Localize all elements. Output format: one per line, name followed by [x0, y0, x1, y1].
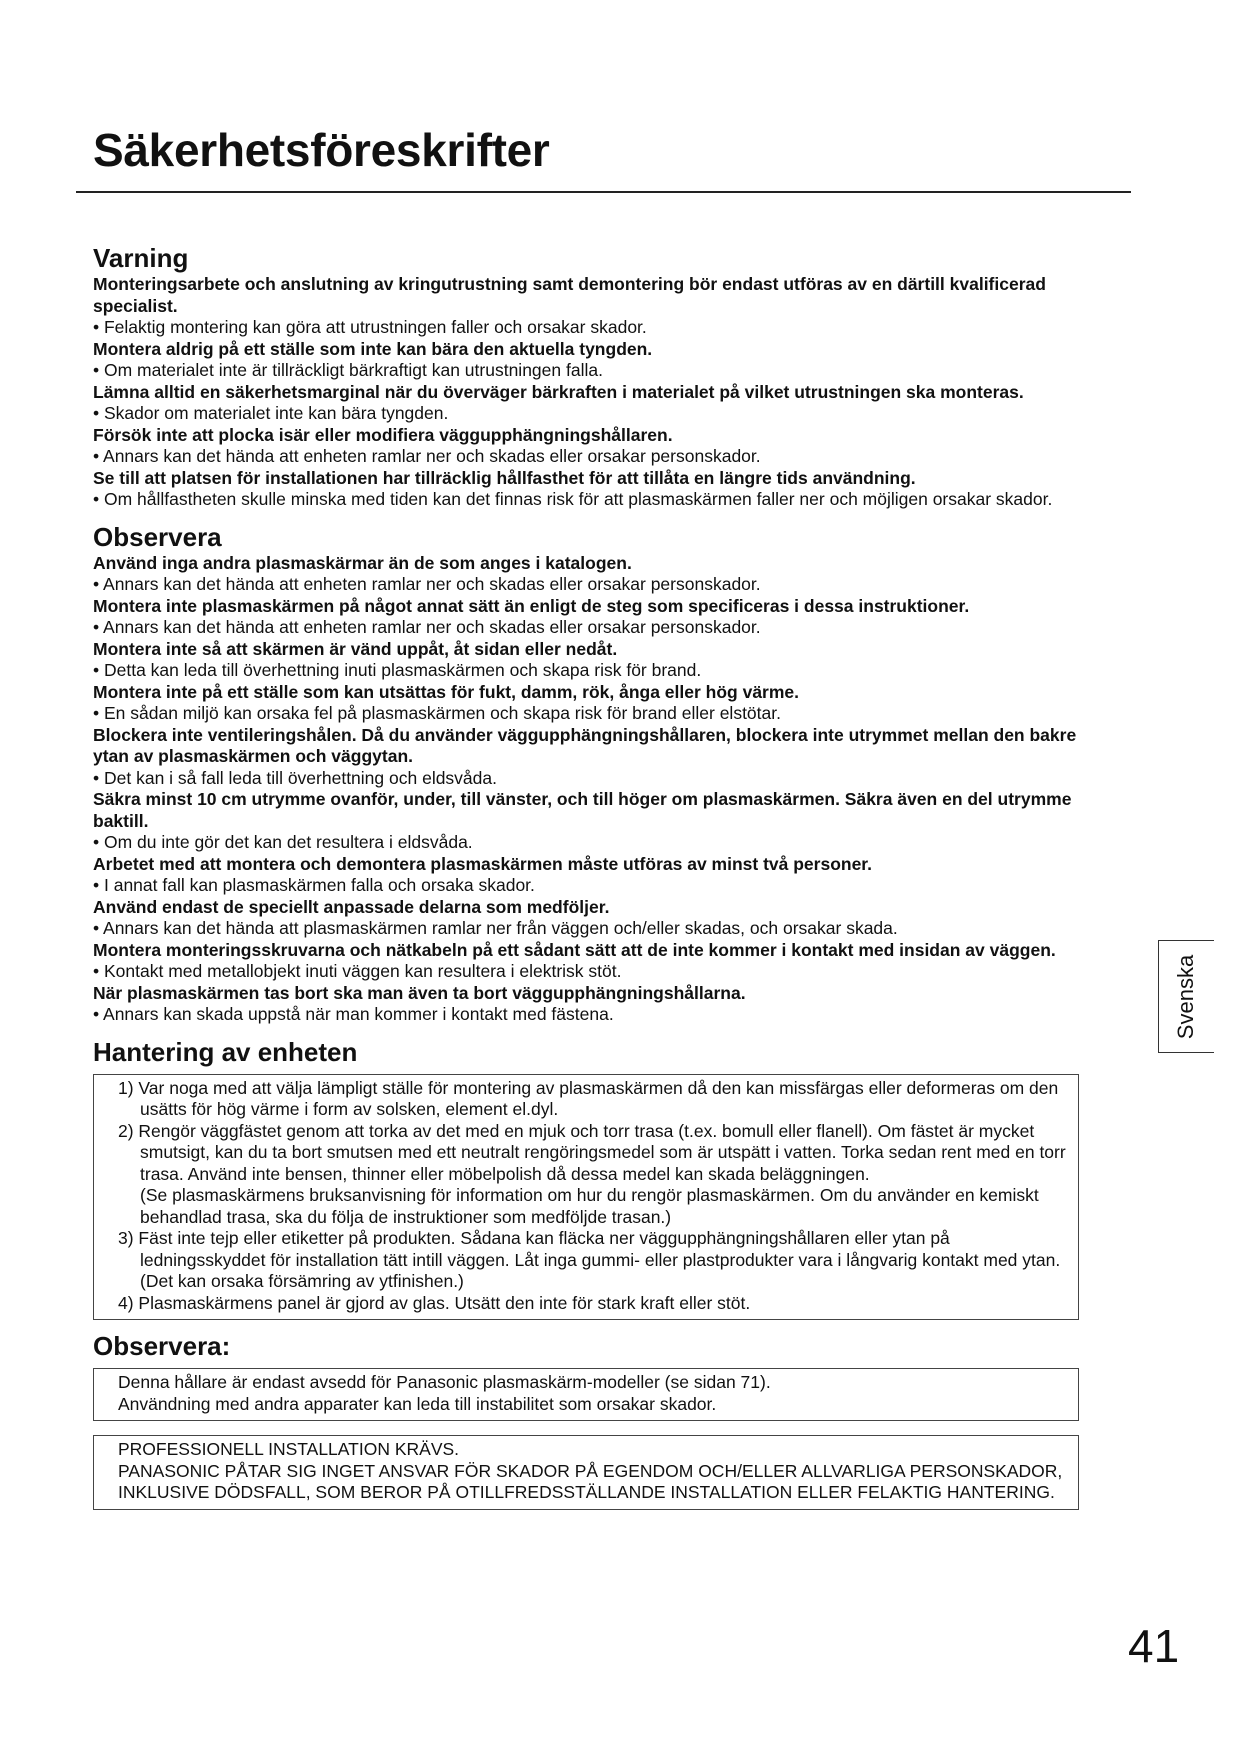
varning-heading: Varning	[93, 243, 189, 273]
instruction-heading: Försök inte att plocka isär eller modifiera väggupphängningshållaren.	[93, 424, 673, 445]
instruction-heading: Montera monteringsskruvarna och nätkabeln på ett sådant sätt att de inte kommer i kontakt med insidan av väggen.	[93, 939, 1056, 960]
observera-heading: Observera	[93, 521, 222, 552]
observera-section	[93, 521, 1115, 1026]
instruction-note: • En sådan miljö kan orsaka fel på plasmaskärmen och skapa risk för brand eller elstötar.	[93, 703, 781, 723]
varning-list	[93, 274, 1115, 511]
instruction-note: • Annars kan skada uppstå när man kommer i kontakt med fästena.	[93, 1004, 614, 1024]
handling-item: (Se plasmaskärmens bruksanvisning för information om hur du rengör plasmaskärmen. Om du använder en kemiskt behandlad trasa, ska du följa de instruktioner som medföljde trasan.)	[140, 1185, 1039, 1227]
instruction-note: • Annars kan det hända att enheten ramlar ner och skadas eller orsakar personskador.	[93, 446, 761, 466]
instruction-note: • Annars kan det hända att enheten ramlar ner och skadas eller orsakar personskador.	[93, 617, 761, 637]
hantering-section	[93, 1036, 1115, 1321]
language-tab-label: Svenska	[1173, 954, 1199, 1039]
instruction-heading: Se till att platsen för installationen har tillräcklig hållfasthet för att tillåta en längre tids användning.	[93, 467, 916, 488]
observera2-line: Denna hållare är endast avsedd för Panasonic plasmaskärm-modeller (se sidan 71).	[118, 1372, 771, 1392]
instruction-note: • Felaktig montering kan göra att utrustningen faller och orsakar skador.	[93, 317, 647, 337]
professional-section	[93, 1435, 1115, 1510]
instruction-heading: Montera inte på ett ställe som kan utsättas för fukt, damm, rök, ånga eller hög värme.	[93, 681, 800, 702]
professional-line: PANASONIC PÅTAR SIG INGET ANSVAR FÖR SKADOR PÅ EGENDOM OCH/ELLER ALLVARLIGA PERSONSKADOR, INKLUSIVE DÖDSFALL, SOM BEROR PÅ OTILLFREDSSTÄLLANDE INSTALLATION ELLER FELAKTIG HANTERING.	[118, 1460, 1063, 1502]
observera2-line: Användning med andra apparater kan leda till instabilitet som orsakar skador.	[118, 1393, 717, 1414]
instruction-heading: Arbetet med att montera och demontera plasmaskärmen måste utföras av minst två personer.	[93, 853, 873, 874]
instruction-heading: Blockera inte ventileringshålen. Då du använder väggupphängningshållaren, blockera inte utrymmet mellan den bakre ytan av plasmaskärmen och väggytan.	[93, 724, 1077, 766]
instruction-note: • Om du inte gör det kan det resultera i eldsvåda.	[93, 832, 473, 852]
language-tab	[1158, 940, 1214, 1053]
professional-line: PROFESSIONELL INSTALLATION KRÄVS.	[118, 1439, 460, 1459]
professional-box	[93, 1435, 1079, 1510]
instruction-note: • Om hållfastheten skulle minska med tiden kan det finnas risk för att plasmaskärmen faller ner och möjligen orsakar skador.	[93, 489, 1053, 509]
instruction-note: • I annat fall kan plasmaskärmen falla och orsaka skador.	[93, 875, 535, 895]
instruction-heading: Montera inte så att skärmen är vänd uppåt, åt sidan eller nedåt.	[93, 638, 618, 659]
instruction-heading: Använd endast de speciellt anpassade delarna som medföljer.	[93, 896, 610, 917]
instruction-heading: Montera aldrig på ett ställe som inte kan bära den aktuella tyngden.	[93, 338, 653, 359]
instruction-heading: När plasmaskärmen tas bort ska man även ta bort väggupphängningshållarna.	[93, 982, 746, 1003]
hantering-heading: Hantering av enheten	[93, 1036, 358, 1067]
page-title: Säkerhetsföreskrifter	[93, 124, 550, 176]
handling-item: 4) Plasmaskärmens panel är gjord av glas. Utsätt den inte för stark kraft eller stöt.	[118, 1292, 751, 1313]
observera2-heading: Observera:	[93, 1331, 231, 1361]
instruction-heading: Monteringsarbete och anslutning av kringutrustning samt demontering bör endast utföras av en därtill kvalificerad specialist.	[93, 274, 1046, 316]
instruction-note: • Annars kan det hända att enheten ramlar ner och skadas eller orsakar personskador.	[93, 574, 761, 594]
observera2-box	[93, 1368, 1079, 1421]
handling-item: 1) Var noga med att välja lämpligt ställe för montering av plasmaskärmen då den kan missfärgas eller deformeras om den usätts för hög värme i form av solsken, element el.dyl.	[118, 1077, 1059, 1119]
instruction-note: • Det kan i så fall leda till överhettning och eldsvåda.	[93, 767, 497, 788]
instruction-note: • Kontakt med metallobjekt inuti väggen kan resultera i elektrisk stöt.	[93, 961, 622, 981]
document-body	[93, 242, 1115, 1510]
hantering-box	[93, 1074, 1079, 1321]
instruction-note: • Om materialet inte är tillräckligt bärkraftigt kan utrustningen falla.	[93, 360, 603, 380]
title-divider	[76, 191, 1131, 193]
varning-section	[93, 242, 1115, 511]
page-number: 41	[1128, 1620, 1180, 1672]
instruction-heading: Lämna alltid en säkerhetsmarginal när du överväger bärkraften i materialet på vilket utrustningen ska monteras.	[93, 381, 1024, 402]
instruction-heading: Säkra minst 10 cm utrymme ovanför, under, till vänster, och till höger om plasmaskärmen. Säkra även en del utrymme baktill.	[93, 789, 1072, 831]
instruction-heading: Montera inte plasmaskärmen på något annat sätt än enligt de steg som specificeras i dessa instruktioner.	[93, 595, 970, 616]
instruction-note: • Skador om materialet inte kan bära tyngden.	[93, 403, 449, 423]
instruction-heading: Använd inga andra plasmaskärmar än de som anges i katalogen.	[93, 552, 632, 573]
handling-item: 2) Rengör väggfästet genom att torka av det med en mjuk och torr trasa (t.ex. bomull eller flanell). Om fästet är mycket smutsigt, kan du ta bort smutsen med ett neutralt rengöringsmedel som är utspätt i vatten. Torka sedan rent med en torr trasa. Använd inte bensen, thinner eller möbelpolish då dessa medel kan skada beläggningen.	[118, 1120, 1066, 1184]
instruction-note: • Detta kan leda till överhettning inuti plasmaskärmen och skapa risk för brand.	[93, 660, 702, 680]
handling-item: 3) Fäst inte tejp eller etiketter på produkten. Sådana kan fläcka ner väggupphängningshållaren eller ytan på ledningsskyddet för installation tätt intill väggen. Låt inga gummi- eller plastprodukter vara i långvarig kontakt med ytan. (Det kan orsaka försämring av ytfinishen.)	[118, 1228, 1061, 1291]
instruction-note: • Annars kan det hända att plasmaskärmen ramlar ner från väggen och/eller skadas, och orsakar skada.	[93, 918, 898, 938]
observera-list	[93, 553, 1115, 1026]
observera2-section	[93, 1330, 1115, 1421]
